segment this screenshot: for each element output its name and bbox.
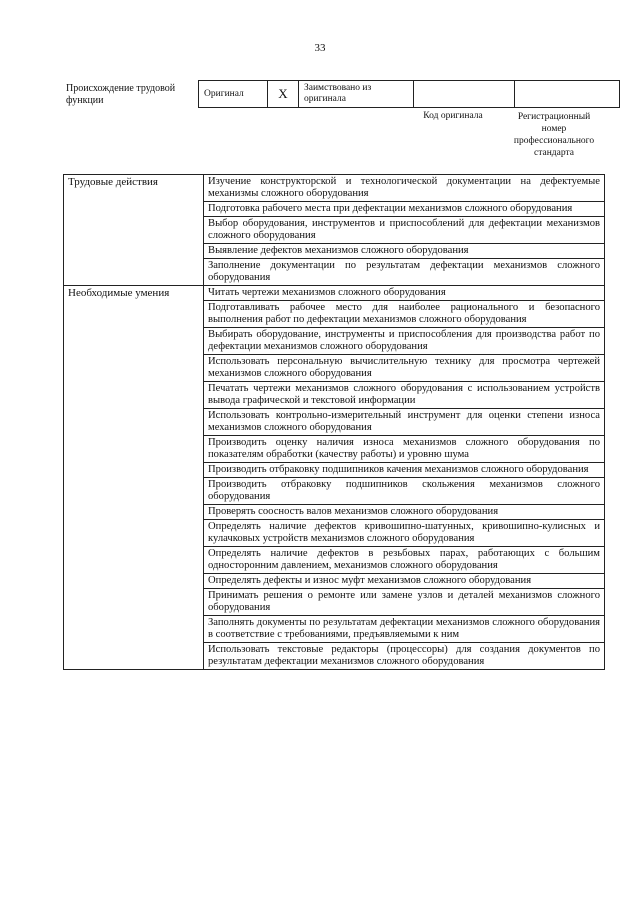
table-row xyxy=(64,286,605,301)
item-cell: Подготавливать рабочее место для наиболее рационального и безопасного выполнения работ по дефектации механизмов сложного оборудования xyxy=(204,301,605,328)
code-caption: Код оригинала xyxy=(423,111,483,121)
item-cell: Читать чертежи механизмов сложного оборудования xyxy=(204,286,605,301)
item-cell: Изучение конструкторской и технологической документации на дефектуемые механизмы сложного оборудования xyxy=(204,175,605,202)
registration-number-cell xyxy=(515,81,620,108)
category-cell: Необходимые умения xyxy=(64,286,204,670)
item-cell: Принимать решения о ремонте или замене узлов и деталей механизмов сложного оборудования xyxy=(204,589,605,616)
table-row xyxy=(64,175,605,202)
category-cell: Трудовые действия xyxy=(64,175,204,286)
item-cell: Определять наличие дефектов кривошипно-шатунных, кривошипно-кулисных и кулачковых устройств механизмов сложного оборудования xyxy=(204,520,605,547)
function-table xyxy=(63,174,605,670)
borrowed-label: Заимствовано из оригинала xyxy=(299,81,414,108)
page-number: 33 xyxy=(314,42,326,54)
item-cell: Производить отбраковку подшипников скольжения механизмов сложного оборудования xyxy=(204,478,605,505)
item-cell: Выбор оборудования, инструментов и приспособлений для дефектации механизмов сложного оборудования xyxy=(204,217,605,244)
original-code-cell xyxy=(414,81,515,108)
item-cell: Выявление дефектов механизмов сложного оборудования xyxy=(204,244,605,259)
item-cell: Определять дефекты и износ муфт механизмов сложного оборудования xyxy=(204,574,605,589)
item-cell: Использовать текстовые редакторы (процессоры) для создания документов по результатам дефектации механизмов сложного оборудования xyxy=(204,643,605,670)
item-cell: Производить отбраковку подшипников качения механизмов сложного оборудования xyxy=(204,463,605,478)
item-cell: Использовать контрольно-измерительный инструмент для оценки степени износа механизмов сложного оборудования xyxy=(204,409,605,436)
original-mark: X xyxy=(268,81,299,108)
item-cell: Подготовка рабочего места при дефектации механизмов сложного оборудования xyxy=(204,202,605,217)
item-cell: Выбирать оборудование, инструменты и приспособления для производства работ по дефектации механизмов сложного оборудования xyxy=(204,328,605,355)
registration-caption: Регистрационный номер профессионального стандарта xyxy=(513,112,595,158)
item-cell: Печатать чертежи механизмов сложного оборудования с использованием устройств вывода графической и текстовой информации xyxy=(204,382,605,409)
item-cell: Заполнение документации по результатам дефектации механизмов сложного оборудования xyxy=(204,259,605,286)
item-cell: Использовать персональную вычислительную технику для просмотра чертежей механизмов сложного оборудования xyxy=(204,355,605,382)
item-cell: Производить оценку наличия износа механизмов сложного оборудования по показателям обработки (качеству работы) и уровню шума xyxy=(204,436,605,463)
item-cell: Определять наличие дефектов в резьбовых парах, работающих с большим односторонним давлением, механизмов сложного оборудования xyxy=(204,547,605,574)
origin-table xyxy=(198,80,620,108)
item-cell: Проверять соосность валов механизмов сложного оборудования xyxy=(204,505,605,520)
item-cell: Заполнять документы по результатам дефектации механизмов сложного оборудования в соответствие с требованиями, предъявляемыми к ним xyxy=(204,616,605,643)
original-label: Оригинал xyxy=(199,81,268,108)
origin-label: Происхождение трудовой функции xyxy=(66,83,176,106)
